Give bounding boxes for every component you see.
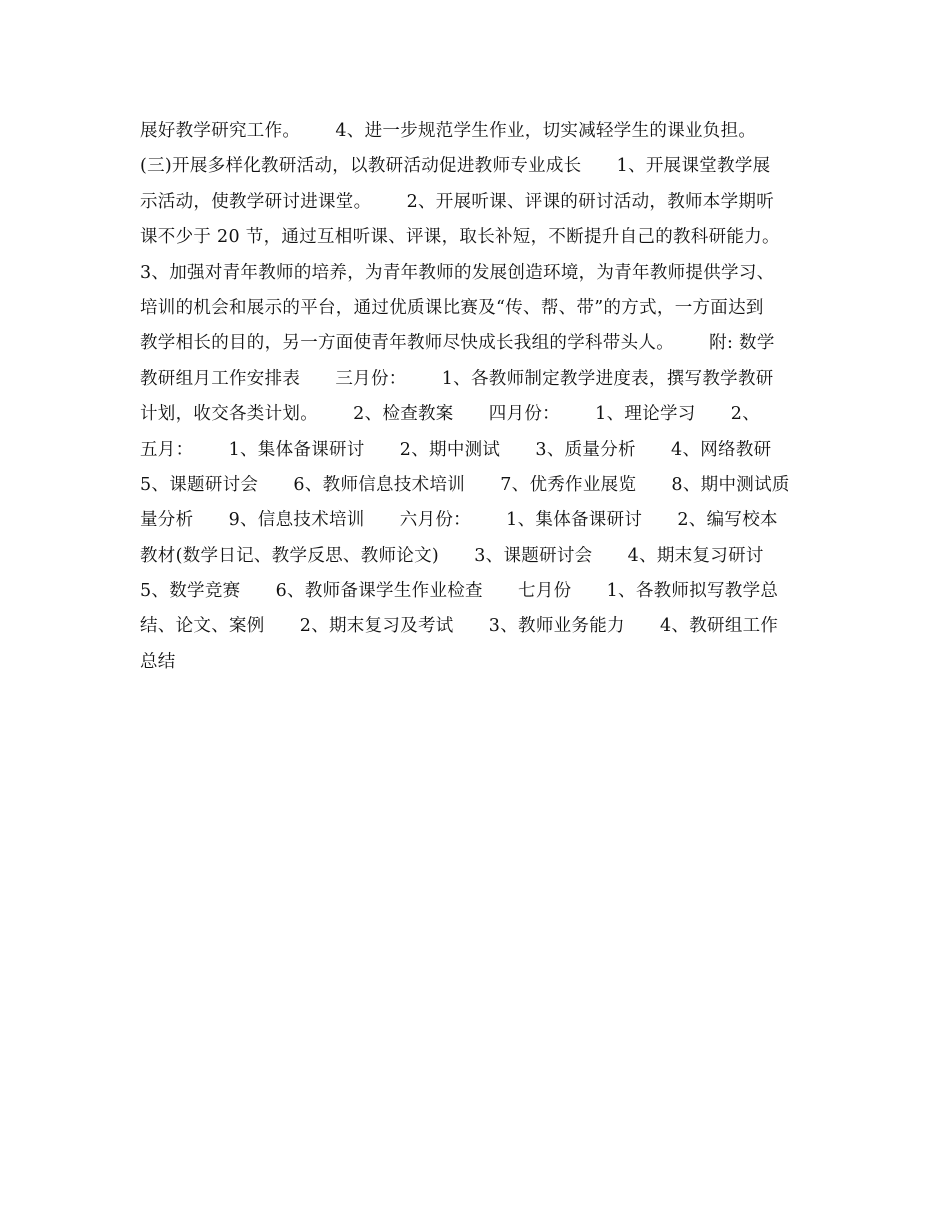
text-line: 示活动，使教学研讨进课堂。 2、开展听课、评课的研讨活动，教师本学期听 [140, 191, 775, 212]
text-line: 展好教学研究工作。 4、进一步规范学生作业，切实减轻学生的课业负担。 [140, 121, 757, 141]
text-line: 总结 [140, 651, 176, 672]
text-line: 5、数学竞赛 6、教师备课学生作业检查 七月份 1、各教师拟写教学总 [140, 581, 779, 602]
text-line: (三)开展多样化教研活动，以教研活动促进教师专业成长 1、开展课堂教学展 [140, 156, 771, 177]
text-line: 培训的机会和展示的平台，通过优质课比赛及“传、帮、带”的方式，一方面达到 [140, 297, 764, 318]
text-line: 教材(数学日记、教学反思、教师论文) 3、课题研讨会 4、期末复习研讨 [140, 545, 764, 566]
text-line: 五月： 1、集体备课研讨 2、期中测试 3、质量分析 4、网络教研 [140, 439, 772, 460]
text-line: 结、论文、案例 2、期末复习及考试 3、教师业务能力 4、教研组工作 [140, 616, 779, 637]
body-text [140, 114, 820, 680]
text-line: 课不少于 20 节，通过互相听课、评课，取长补短，不断提升自己的教科研能力。 [140, 227, 780, 248]
text-line: 3、加强对青年教师的培养，为青年教师的发展创造环境，为青年教师提供学习、 [140, 262, 775, 283]
text-line: 计划，收交各类计划。 2、检查教案 四月份： 1、理论学习 2、 [140, 404, 761, 425]
text-line: 量分析 9、信息技术培训 六月份： 1、集体备课研讨 2、编写校本 [140, 510, 778, 531]
text-line: 教学相长的目的，另一方面使青年教师尽快成长我组的学科带头人。 附: 数学 [140, 333, 775, 354]
text-line: 教研组月工作安排表 三月份： 1、各教师制定教学进度表，撰写教学教研 [140, 368, 774, 389]
text-line: 5、课题研讨会 6、教师信息技术培训 7、优秀作业展览 8、期中测试质 [140, 474, 790, 495]
